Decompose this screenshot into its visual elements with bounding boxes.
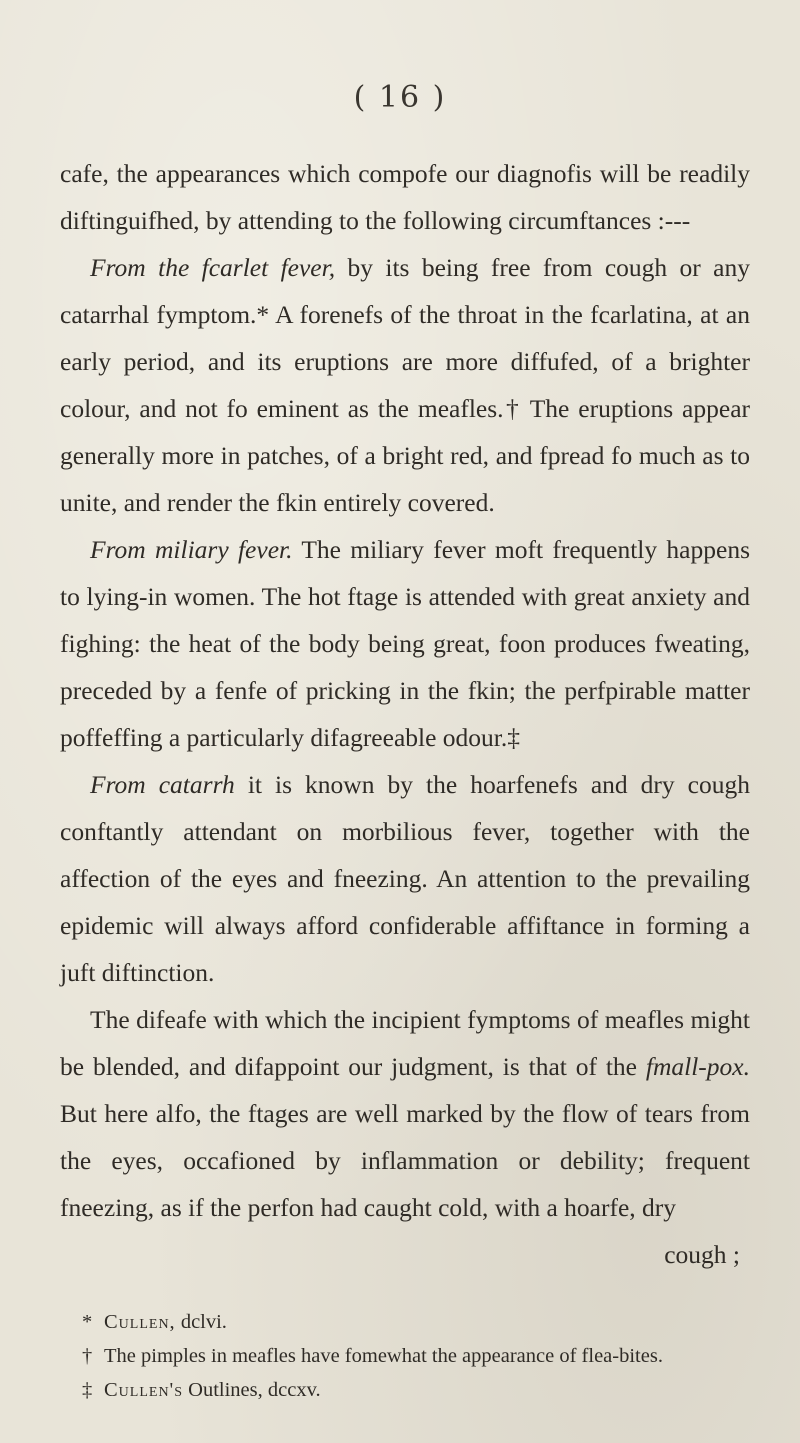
- footnote-cullen-dclvi: [82, 1305, 762, 1339]
- paragraph-small-pox: [60, 996, 750, 1231]
- body-text: [60, 150, 750, 1278]
- footnote-text: The pimples in meafles have fomewhat the appearance of flea-bites.: [104, 1345, 663, 1367]
- paragraph-intro-text: cafe, the appearances which compofe our diagnofis will be readily diftinguifhed, by attending to the following circumftances :---: [60, 159, 750, 235]
- footnote-author: Cullen,: [104, 1311, 176, 1333]
- footnote-text: Outlines, dccxv.: [183, 1379, 321, 1401]
- paragraph-catarrh-text: it is known by the hoarfenefs and dry cough conftantly attendant on morbilious fever, together with the affection of the eyes and fneezing. An attention to the prevailing epidemic will always afford confiderable affiftance in forming a juft diftinction.: [60, 770, 750, 987]
- catchword: cough ;: [664, 1240, 740, 1269]
- footnote-author: Cullen's: [104, 1379, 184, 1401]
- footnote-text: dclvi.: [175, 1311, 227, 1333]
- paragraph-intro: [60, 150, 750, 244]
- paragraph-catarrh-heading: From catarrh: [90, 770, 235, 799]
- footnote-cullen-outlines: [82, 1373, 762, 1407]
- paragraph-scarlet-fever-text: by its being free from cough or any catarrhal fymptom.* A forenefs of the throat in the fcarlatina, at an early period, and its eruptions are more diffufed, of a brighter colour, and not fo eminent as the meafles.† The eruptions appear generally more in patches, of a bright red, and fpread fo much as to unite, and render the fkin entirely covered.: [60, 253, 751, 517]
- paragraph-miliary-fever: [60, 526, 750, 761]
- paragraph-scarlet-fever-heading: From the fcarlet fever,: [90, 253, 336, 282]
- footnote-mark: *: [82, 1311, 93, 1333]
- footnote-mark: ‡: [82, 1379, 93, 1401]
- paragraph-miliary-fever-text: The miliary fever moft frequently happens to lying-in women. The hot ftage is attended with great anxiety and fighing: the heat of the body being great, foon produces fweating, preceded by a fenfe of pricking in the fkin; the perfpirable matter poffeffing a particularly difagreeable odour.‡: [60, 535, 750, 752]
- paragraph-miliary-fever-heading: From miliary fever.: [90, 535, 293, 564]
- paragraph-scarlet-fever: [60, 244, 750, 526]
- page-number: ( 16 ): [353, 80, 447, 115]
- paragraph-catarrh: [60, 761, 750, 996]
- paragraph-small-pox-text-a: The difeafe with which the incipient fymptoms of meafles might be blended, and difappoint our judgment, is that of the: [60, 1005, 750, 1081]
- paragraph-small-pox-emphasis: fmall-pox.: [645, 1052, 750, 1081]
- footnote-flea-bites: [82, 1339, 762, 1373]
- footnotes: [82, 1305, 762, 1407]
- footnote-mark: †: [82, 1345, 93, 1367]
- paragraph-small-pox-text-b: But here alfo, the ftages are well marked by the flow of tears from the eyes, occafioned by inflammation or debility; frequent fneezing, as if the perfon had caught cold, with a hoarfe, dry: [60, 1099, 750, 1222]
